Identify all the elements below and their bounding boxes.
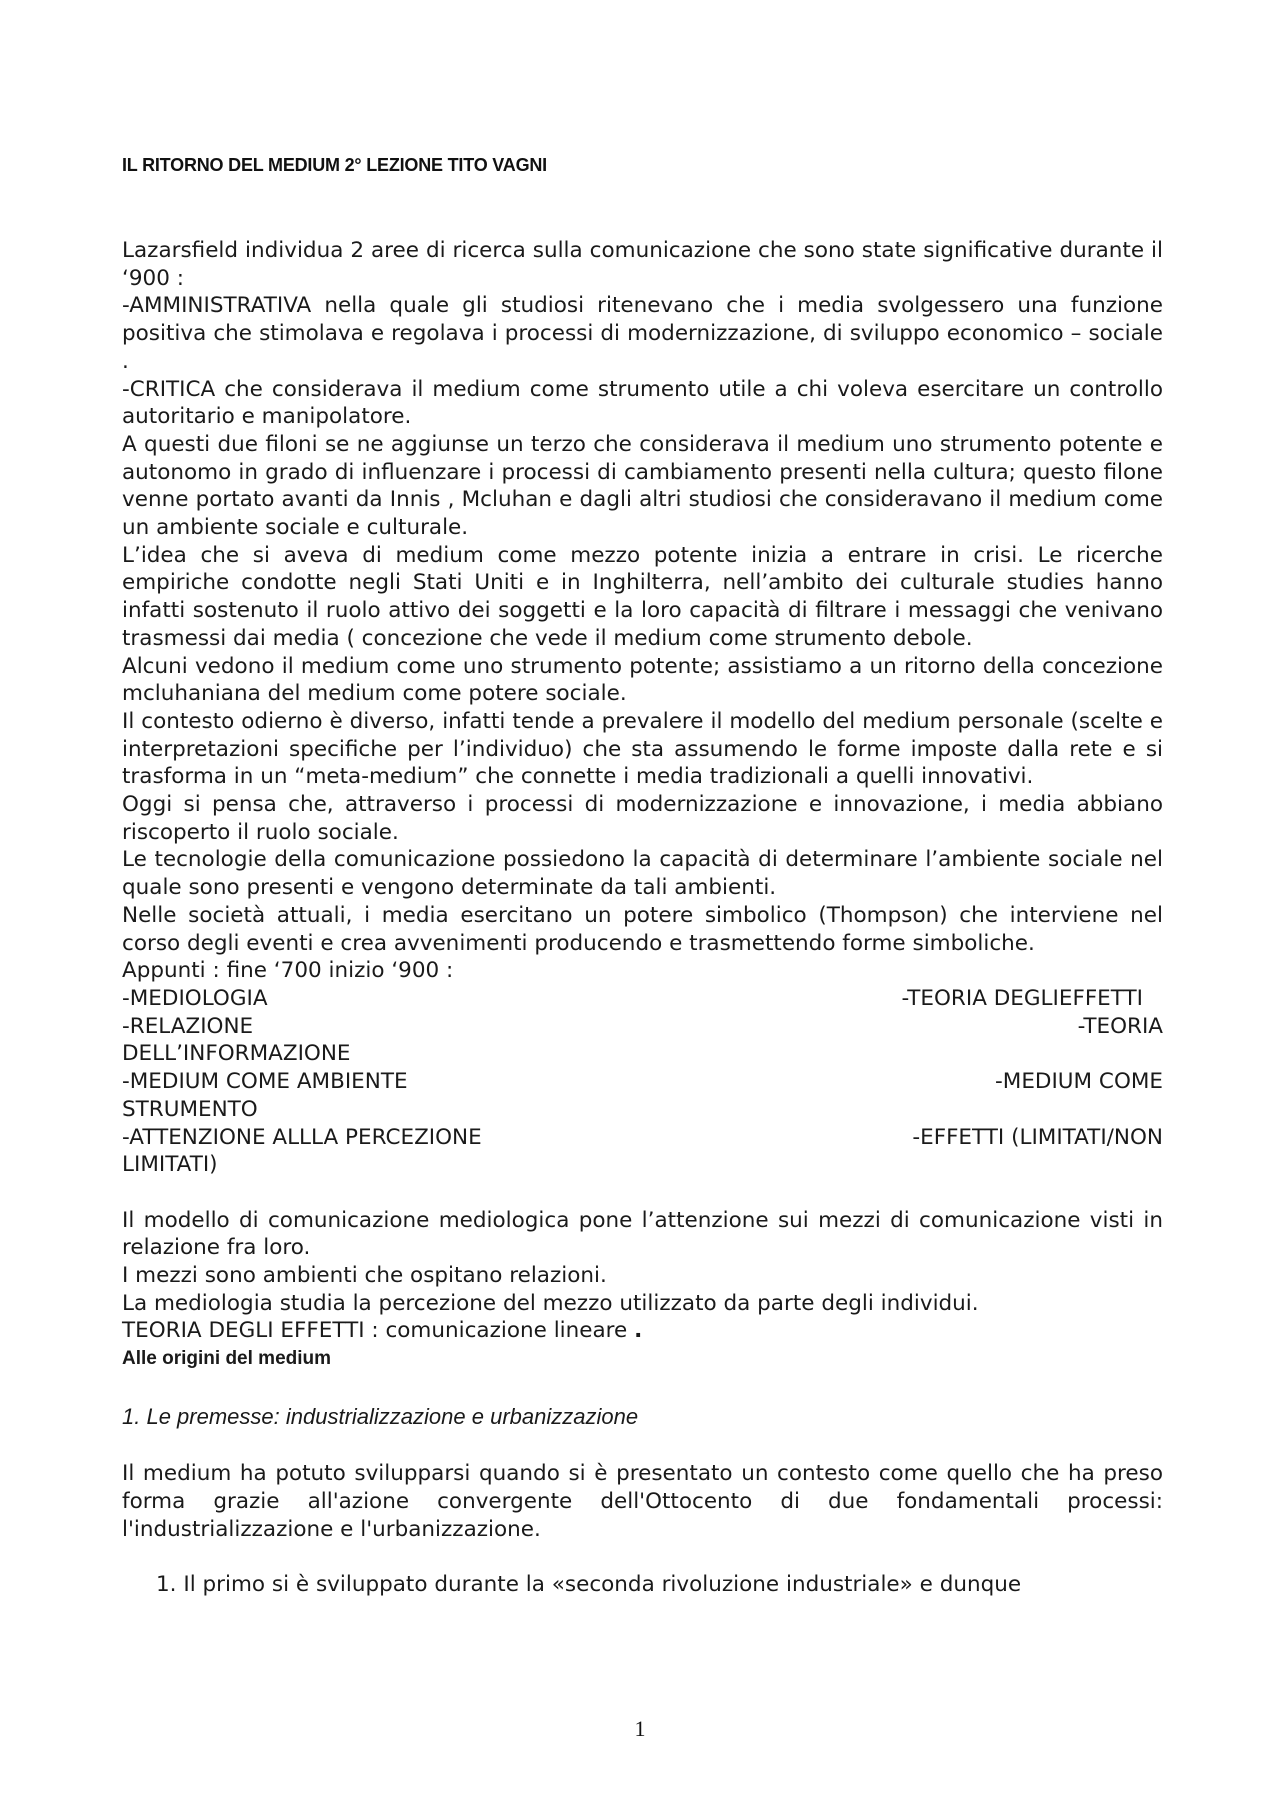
paragraph: Appunti : fine ‘700 inizio ‘900 : <box>122 958 454 984</box>
comparison-wrap: LIMITATI) <box>122 1152 218 1178</box>
subsection-title: 1. Le premesse: industrializzazione e urbanizzazione <box>122 1404 639 1430</box>
paragraph <box>122 1317 1163 1345</box>
page-number: 1 <box>634 1716 646 1741</box>
comparison-row <box>122 985 1163 1013</box>
comparison-right: -EFFETTI (LIMITATI/NON <box>912 1124 1163 1150</box>
paragraph: Il contesto odierno è diverso, infatti tende a prevalere il modello del medium personale (scelte e interpretazioni specifiche per l’individuo) che sta assumendo le forme imposte dalla rete e si trasforma in un “meta-medium” che connette i media tradizionali a quelli innovativi. <box>122 708 1163 790</box>
comparison-list <box>122 985 1163 1179</box>
paragraph: L’idea che si aveva di medium come mezzo potente inizia a entrare in crisi. Le ricerche empiriche condotte negli Stati Uniti e in Inghilterra, nell’ambito dei culturale studies hanno infatti sostenuto il ruolo attivo dei soggetti e la loro capacità di filtrare i messaggi che venivano trasmessi dai media ( concezione che vede il medium come strumento debole. <box>122 542 1163 651</box>
paragraph: La mediologia studia la percezione del mezzo utilizzato da parte degli individui. <box>122 1290 979 1316</box>
paragraph: Lazarsfield individua 2 aree di ricerca sulla comunicazione che sono state significative durante il ‘900 : <box>122 238 1163 291</box>
paragraph: Nelle società attuali, i media esercitano un potere simbolico (Thompson) che interviene nel corso degli eventi e crea avvenimenti producendo e trasmettendo forme simboliche. <box>122 902 1163 956</box>
paragraph: -CRITICA che considerava il medium come strumento utile a chi voleva esercitare un controllo autoritario e manipolatore. <box>122 376 1163 430</box>
paragraph: Oggi si pensa che, attraverso i processi di modernizzazione e innovazione, i media abbiano riscoperto il ruolo sociale. <box>122 792 1163 845</box>
paragraph: -AMMINISTRATIVA nella quale gli studiosi ritenevano che i media svolgessero una funzione positiva che stimolava e regolava i processi di modernizzazione, di sviluppo economico – sociale . <box>122 293 1163 374</box>
comparison-wrap: STRUMENTO <box>122 1096 258 1122</box>
comparison-left: -ATTENZIONE ALLLA PERCEZIONE <box>122 1124 482 1150</box>
section-title: Alle origini del medium <box>122 1348 332 1370</box>
section-paragraph: Il medium ha potuto svilupparsi quando si è presentato un contesto come quello che ha preso forma grazie all'azione convergente dell'Ottocento di due fondamentali processi: l'industrializzazione e l'urbanizzazione. <box>122 1461 1163 1542</box>
document-body <box>122 237 1163 1599</box>
comparison-row <box>122 1124 1163 1152</box>
paragraph: A questi due filoni se ne aggiunse un terzo che considerava il medium uno strumento potente e autonomo in grado di influenzare i processi di cambiamento presenti nella cultura; questo filone venne portato avanti da Innis , Mcluhan e dagli altri studiosi che consideravano il medium come un ambiente sociale e culturale. <box>122 431 1163 541</box>
paragraph: Il modello di comunicazione mediologica pone l’attenzione sui mezzi di comunicazione visti in relazione fra loro. <box>122 1207 1163 1261</box>
paragraph: I mezzi sono ambienti che ospitano relazioni. <box>122 1263 607 1288</box>
paragraph: Le tecnologie della comunicazione possiedono la capacità di determinare l’ambiente sociale nel quale sono presenti e vengono determinate da tali ambienti. <box>122 847 1163 901</box>
document-title: IL RITORNO DEL MEDIUM 2° LEZIONE TITO VAGNI <box>122 155 547 175</box>
end-mark: . <box>634 1318 643 1344</box>
list-item: 1. Il primo si è sviluppato durante la «seconda rivoluzione industriale» e dunque <box>156 1572 1022 1598</box>
comparison-right: -TEORIA <box>1077 1013 1163 1039</box>
blank-line <box>122 1179 1163 1207</box>
comparison-left: -RELAZIONE <box>122 1013 254 1039</box>
comparison-left: -MEDIUM COME AMBIENTE <box>122 1069 408 1095</box>
comparison-row <box>122 1068 1163 1096</box>
paragraph: Alcuni vedono il medium come uno strumento potente; assistiamo a un ritorno della concezione mcluhaniana del medium come potere sociale. <box>122 653 1163 707</box>
comparison-right: -MEDIUM COME <box>995 1069 1163 1095</box>
comparison-row <box>122 1013 1163 1041</box>
paragraph-text: TEORIA DEGLI EFFETTI : comunicazione lineare <box>122 1318 635 1344</box>
comparison-left: -MEDIOLOGIA <box>122 985 268 1011</box>
comparison-right: -TEORIA DEGLIEFFETTI <box>901 985 1143 1011</box>
comparison-wrap: DELL’INFORMAZIONE <box>122 1041 351 1067</box>
